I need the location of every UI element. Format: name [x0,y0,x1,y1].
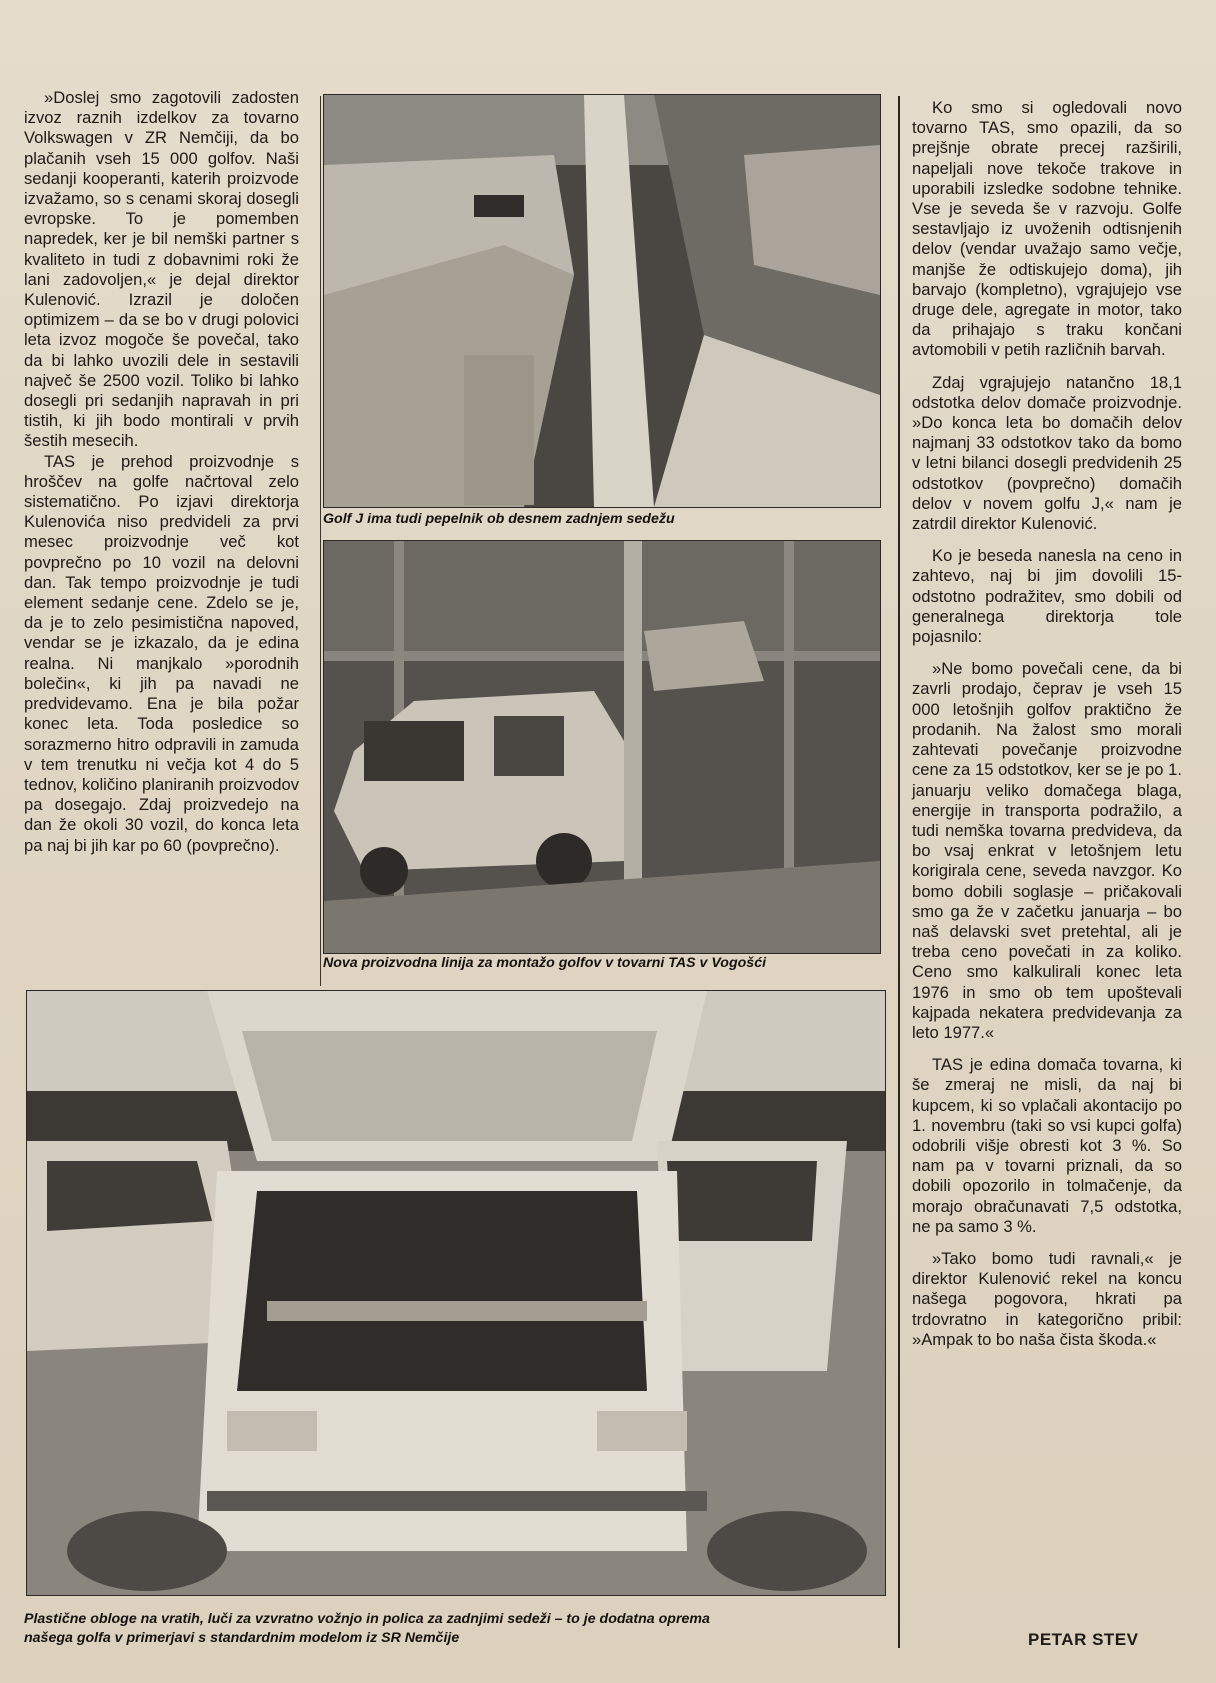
column-divider-right [898,96,900,1648]
right-paragraph-1: Ko smo si ogledovali novo tovarno TAS, smo opazili, da so prejšnje obrate precej razširili, napeljali nove tekoče trakove in uporabili izsledke sodobne tehnike. Vse je seveda še v razvoju. Golfe sestavljajo iz uvoženih odtisnjenih delov (vendar uvažajo samo večje, manjše že odtiskujejo doma), jih barvajo (kompletno), vgrajujejo vse druge dele, agregate in motor, tako da prihajajo s traku končani avtomobili v petih različnih barvah. [912,98,1182,360]
right-paragraph-6: »Tako bomo tudi ravnali,« je direktor Kulenović rekel na koncu našega pogovora, hkrati pa trdovratno in kategorično pribil: »Ampak to bo naša čista škoda.« [912,1248,1182,1349]
caption-photo-3-line-1: Plastične obloge na vratih, luči za vzvratno vožnjo in polica za zadnjimi sedeži – to je dodatna oprema [24,1611,710,1627]
photo-golf-rear [26,990,886,1596]
caption-photo-2: Nova proizvodna linija za montažo golfov v tovarni TAS v Vogošći [323,955,767,971]
left-paragraph-1: »Doslej smo zagotovili zadosten izvoz raznih izdelkov za tovarno Volkswagen v ZR Nemčiji, da bo plačanih vseh 15 000 golfov. Naši sedanji kooperanti, katerih proizvode izvažamo, so s cenami skoraj dosegli evropske. To je pomemben napredek, ker je bil nemški partner s kvaliteto in tudi z dobavnimi roki že lani zadovoljen,« je dejal direktor Kulenović. Izrazil je določen optimizem – da se bo v drugi polovici leta izvoz mogoče še povečal, tako da bi lahko uvozili dele in sestavili največ še 2500 vozil. Toliko bi lahko dosegli pri sedanjih napravah in pri tistih, ki jih bodo montirali v prvih šestih mesecih. [24,88,299,451]
right-paragraph-5: TAS je edina domača tovarna, ki še zmeraj ne misli, da naj bi kupcem, ki so vplačali akontacijo po 1. novembru (taki so vsi kupci golfa) odobrili višje obresti kot 3 %. So nam pa v tovarni priznali, da so dobili opozorilo in tolmačenje, da morajo obračunavati 7,5 odstotka, ne pa samo 3 %. [912,1055,1182,1236]
column-divider-left [320,96,321,986]
photo-assembly-line [323,540,881,954]
caption-photo-3-line-2: našega golfa v primerjavi s standardnim modelom iz SR Nemčije [24,1630,460,1646]
left-paragraph-2: TAS je prehod proizvodnje s hroščev na golfe načrtoval zelo sistematično. Po izjavi direktorja Kulenovića niso predvideli za prvi mesec proizvodnje več kot povprečno po 10 vozil na delovni dan. Tak tempo proizvodnje je tudi element sedanje cene. Zdelo se je, da je to zelo pesimistična napoved, vendar se je izkazalo, da je edina realna. Ni manjkalo »porodnih bolečin«, ki jih pa navadi ne predvidevamo. Ena je bila požar konec leta. Toda posledice so sorazmerno hitro odpravili in zamuda v tem trenutku ni večja kot 4 do 5 tednov, količino planiranih proizvodov pa dosegajo. Zdaj proizvedejo na dan že okoli 30 vozil, do konca leta pa naj bi jih kar po 60 (povprečno). [24,451,299,855]
right-paragraph-4: »Ne bomo povečali cene, da bi zavrli prodajo, čeprav je vseh 15 000 letošnjih golfov praktično že prodanih. Na žalost smo morali zahtevati povečanje proizvodne cene za 15 odstotkov, ker se je po 1. januarju veliko domačega blaga, energije in transporta podražilo, a tudi nemška tovarna predvideva, da bo vsaj enkrat v letošnjem letu korigirala cene, seveda navzgor. Ko bomo dobili soglasje – pričakovali smo ga že v začetku januarja – bo naš delavski svet pretehtal, ali je treba ceno povečati in za koliko. Ceno smo kalkulirali konec leta 1976 in smo ob tem upoštevali kajpada nekatera predvidevanja za leto 1977.« [912,659,1182,1042]
photo-car-interior [323,94,881,508]
right-paragraph-2: Zdaj vgrajujejo natančno 18,1 odstotka delov domače proizvodnje. »Do konca leta bo domačih delov najmanj 33 odstotkov tako da bomo v letni bilanci dosegli predvidenih 25 odstotkov (povprečno) domačih delov v novem golfu J,« nam je zatrdil direktor Kulenović. [912,372,1182,534]
right-text-column [912,98,1182,1362]
author-byline: PETAR STEV [1028,1630,1139,1649]
left-text-column [24,88,299,856]
right-paragraph-3: Ko je beseda nanesla na ceno in zahtevo, naj bi jim dovolili 15-odstotno podražitev, smo dobili od generalnega direktorja tole pojasnilo: [912,546,1182,647]
caption-photo-1: Golf J ima tudi pepelnik ob desnem zadnjem sedežu [323,511,675,527]
